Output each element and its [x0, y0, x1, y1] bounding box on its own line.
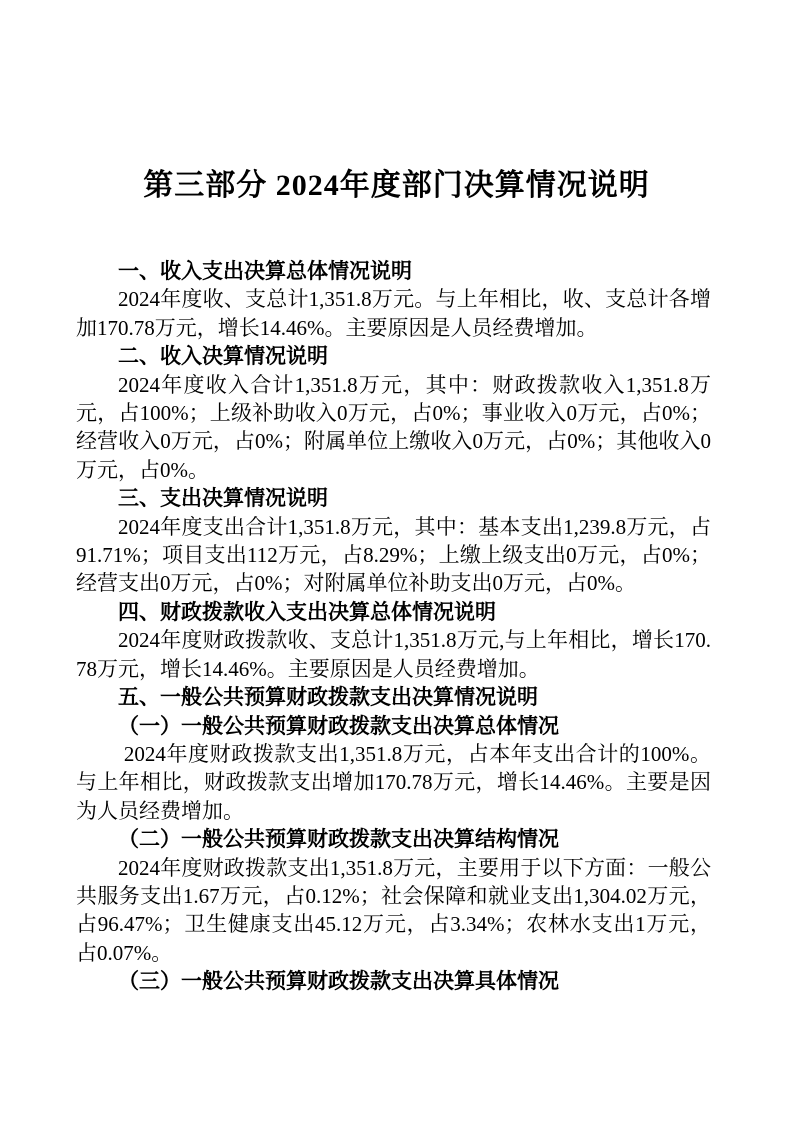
subsection-heading-overall-situation: （一）一般公共预算财政拨款支出决算总体情况	[118, 713, 559, 738]
section-heading-income-expense-overview: 一、收入支出决算总体情况说明	[118, 259, 412, 283]
section-heading-expense-detail: 三、支出决算情况说明	[118, 486, 328, 511]
document-body	[76, 257, 711, 996]
document-title: 第三部分 2024年度部门决算情况说明	[143, 169, 650, 202]
section-heading-public-budget-expense: 五、一般公共预算财政拨款支出决算情况说明	[118, 685, 538, 710]
section-paragraph: 2024年度财政拨款支出1,351.8万元，主要用于以下方面：一般公共服务支出1.67万元，占0.12%；社会保障和就业支出1,304.02万元，占96.47%；卫生健康支出45.12万元，占3.34%；农林水支出1万元，占0.07%。	[76, 855, 711, 965]
section-heading-income-detail: 二、收入决算情况说明	[118, 344, 328, 369]
section-heading-fiscal-appropriation-overview: 四、财政拨款收入支出决算总体情况说明	[118, 599, 496, 624]
section-paragraph: 2024年度支出合计1,351.8万元，其中：基本支出1,239.8万元，占91.71%；项目支出112万元，占8.29%；上缴上级支出0万元，占0%；经营支出0万元，占0%；对附属单位补助支出0万元，占0%。	[76, 514, 711, 596]
section-paragraph: 2024年度收、支总计1,351.8万元。与上年相比，收、支总计各增加170.78万元，增长14.46%。主要原因是人员经费增加。	[76, 287, 711, 340]
subsection-heading-structure-situation: （二）一般公共预算财政拨款支出决算结构情况	[118, 827, 559, 852]
section-paragraph: 2024年度财政拨款收、支总计1,351.8万元,与上年相比，增长170.78万元，增长14.46%。主要原因是人员经费增加。	[76, 628, 711, 681]
subsection-heading-specific-situation: （三）一般公共预算财政拨款支出决算具体情况	[118, 969, 559, 994]
section-paragraph: 2024年度收入合计1,351.8万元，其中：财政拨款收入1,351.8万元，占100%；上级补助收入0万元，占0%；事业收入0万元，占0%；经营收入0万元，占0%；附属单位上缴收入0万元，占0%；其他收入0万元，占0%。	[76, 372, 711, 482]
section-paragraph: 2024年度财政拨款支出1,351.8万元，占本年支出合计的100%。与上年相比，财政拨款支出增加170.78万元，增长14.46%。主要是因为人员经费增加。	[76, 741, 711, 823]
